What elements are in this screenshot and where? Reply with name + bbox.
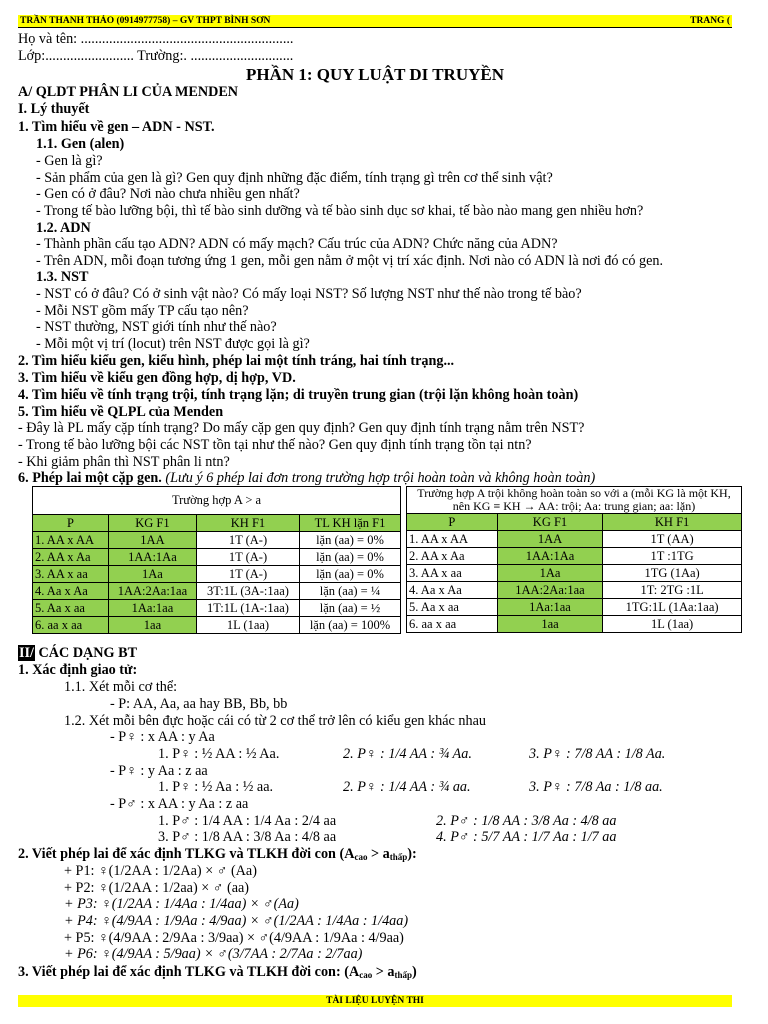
table-cell: 4. Aa x Aa — [33, 583, 109, 600]
table-row — [33, 583, 401, 600]
table-cell: 1AA — [497, 531, 602, 548]
column-header: KH F1 — [603, 514, 742, 531]
table-cell: lặn (aa) = ¼ — [299, 583, 400, 600]
topic-1-2-heading: 1.2. ADN — [36, 220, 91, 236]
table-cell: 1Aa — [108, 566, 196, 583]
table-cell: 1L (1aa) — [197, 617, 300, 634]
section-a-heading: A/ QLDT PHÂN LI CỦA MENDEN — [18, 84, 239, 100]
table-cell: 1T :1TG — [603, 548, 742, 565]
exercise-item: 4. P♂ : 5/7 AA : 1/7 Aa : 1/7 aa — [436, 829, 617, 845]
table-cell: 3. AA x aa — [407, 565, 498, 582]
section-ii-title: CÁC DẠNG BT — [34, 645, 138, 661]
question-line: - Thành phần cấu tạo ADN? ADN có mấy mạch? Cấu trúc của ADN? Chức năng của ADN? — [36, 236, 558, 252]
column-header: KH F1 — [197, 515, 300, 532]
name-line: Họ và tên: ............................................................ — [18, 31, 294, 47]
table-cell: lặn (aa) = 0% — [299, 549, 400, 566]
exercise-2-heading — [18, 846, 417, 862]
table-cell: 3. AA x aa — [33, 566, 109, 583]
table-cell: 1L (1aa) — [603, 616, 742, 633]
exercise-1-1: 1.1. Xét mỗi cơ thể: — [64, 679, 178, 695]
exercise-item: 1. P♀ : ½ Aa : ½ aa. — [158, 779, 274, 795]
table-dominant-complete — [32, 486, 401, 634]
table-cell: 1TG:1L (1Aa:1aa) — [603, 599, 742, 616]
table-header-row — [407, 514, 742, 531]
question-line: - Khi giảm phân thì NST phân li ntn? — [18, 454, 230, 470]
table-cell: 1AA:2Aa:1aa — [108, 583, 196, 600]
table-cell: lặn (aa) = 100% — [299, 617, 400, 634]
column-header: KG F1 — [497, 514, 602, 531]
table-cell: lặn (aa) = 0% — [299, 566, 400, 583]
question-line: - NST thường, NST giới tính như thế nào? — [36, 319, 277, 335]
section-i-heading: I. Lý thuyết — [18, 101, 90, 117]
question-line: - Gen là gì? — [36, 153, 103, 169]
topic-1-3-heading: 1.3. NST — [36, 269, 89, 285]
table-cell: 1T (A-) — [197, 532, 300, 549]
question-line: - Trên ADN, mỗi đoạn tương ứng 1 gen, mỗi gen nằm ở một vị trí xác định. Nơi nào có ADN là nơi đó có gen. — [36, 253, 664, 269]
class-line: Lớp:......................... Trường:. ............................. — [18, 48, 294, 64]
table-row — [407, 616, 742, 633]
exercise-1-heading: 1. Xác định giao tử: — [18, 662, 138, 678]
exercise-item: 1. P♂ : 1/4 AA : 1/4 Aa : 2/4 aa — [158, 813, 337, 829]
table-cell: lặn (aa) = 0% — [299, 532, 400, 549]
exercise-item: 3. P♀ : 7/8 Aa : 1/8 aa. — [529, 779, 663, 795]
table-cell: 1AA:1Aa — [497, 548, 602, 565]
table-cell: 1Aa:1aa — [108, 600, 196, 617]
page-header — [18, 15, 732, 28]
table-cell: 1. AA x AA — [33, 532, 109, 549]
header-page: TRANG ( — [690, 16, 730, 26]
table-cell: 1TG (1Aa) — [603, 565, 742, 582]
exercise-3-text: > a — [372, 964, 395, 980]
exercise-line: - P: AA, Aa, aa hay BB, Bb, bb — [110, 696, 288, 712]
cross-item: + P1: ♀(1/2AA : 1/2Aa) × ♂ (Aa) — [64, 863, 257, 879]
table-cell: 3T:1L (3A-:1aa) — [197, 583, 300, 600]
topic-2-heading: 2. Tìm hiểu kiểu gen, kiểu hình, phép lai một tính tráng, hai tính trạng... — [18, 353, 455, 369]
question-line: - Trong tế bào lưỡng bội các NST tồn tại như thế nào? Gen quy định tính trạng tồn tại ntn? — [18, 437, 532, 453]
subscript: cao — [354, 852, 368, 862]
section-ii-heading — [18, 645, 137, 661]
table-cell: lặn (aa) = ½ — [299, 600, 400, 617]
table-cell: 6. aa x aa — [33, 617, 109, 634]
topic-4-heading: 4. Tìm hiểu về tính trạng trội, tính trạng lặn; di truyền trung gian (trội lặn không hoàn toàn) — [18, 387, 579, 403]
exercise-item: 2. P♀ : 1/4 AA : ¾ aa. — [343, 779, 471, 795]
table-cell: 1T:1L (1A-:1aa) — [197, 600, 300, 617]
exercise-line: - P♂ : x AA : y Aa : z aa — [110, 796, 249, 812]
table-row — [407, 548, 742, 565]
column-header: P — [33, 515, 109, 532]
table-cell: 1T (A-) — [197, 549, 300, 566]
table-cell: 5. Aa x aa — [33, 600, 109, 617]
exercise-item: 1. P♀ : ½ AA : ½ Aa. — [158, 746, 280, 762]
page-footer: TÀI LIỆU LUYỆN THI — [18, 995, 732, 1007]
question-line: - Sản phẩm của gen là gì? Gen quy định những đặc điểm, tính trạng gì trên cơ thể sinh vật? — [36, 170, 553, 186]
table-cell: 1T (AA) — [603, 531, 742, 548]
table-cell: 5. Aa x aa — [407, 599, 498, 616]
header-author: TRẦN THANH THẢO (0914977758) – GV THPT BÌNH SƠN — [20, 16, 271, 26]
table-row — [407, 599, 742, 616]
table-cell: 1Aa:1aa — [497, 599, 602, 616]
cross-item: + P5: ♀(4/9AA : 2/9Aa : 3/9aa) × ♂(4/9AA : 1/9Aa : 4/9aa) — [64, 930, 404, 946]
exercise-line: - P♀ : y Aa : z aa — [110, 763, 208, 779]
topic-1-1-heading: 1.1. Gen (alen) — [36, 136, 125, 152]
table-cell: 1aa — [108, 617, 196, 634]
question-line: - Mỗi NST gồm mấy TP cấu tạo nên? — [36, 303, 249, 319]
exercise-item: 2. P♀ : 1/4 AA : ¾ Aa. — [343, 746, 472, 762]
table-cell: 2. AA x Aa — [407, 548, 498, 565]
table-cell: 1T (A-) — [197, 566, 300, 583]
table-cell: 1AA:1Aa — [108, 549, 196, 566]
page-title: PHẦN 1: QUY LUẬT DI TRUYỀN — [245, 65, 504, 84]
cross-item: + P4: ♀(4/9AA : 1/9Aa : 4/9aa) × ♂(1/2AA : 1/4Aa : 1/4aa) — [64, 913, 409, 929]
topic-5-heading: 5. Tìm hiểu về QLPL của Menden — [18, 404, 224, 420]
table-cell: 4. Aa x Aa — [407, 582, 498, 599]
exercise-3-heading — [18, 964, 417, 980]
topic-1-heading: 1. Tìm hiểu về gen – ADN - NST. — [18, 119, 215, 135]
table-row — [33, 549, 401, 566]
cross-item: + P6: ♀(4/9AA : 5/9aa) × ♂(3/7AA : 2/7Aa : 2/7aa) — [64, 946, 363, 962]
exercise-3-text: ) — [412, 964, 417, 980]
table-incomplete-dominance — [406, 486, 742, 633]
exercise-2-text: > a — [367, 846, 390, 862]
question-line: - Mỗi một vị trí (locut) trên NST được gọi là gì? — [36, 336, 310, 352]
table-row — [407, 531, 742, 548]
table-row — [33, 600, 401, 617]
exercise-item: 3. P♂ : 1/8 AA : 3/8 Aa : 4/8 aa — [158, 829, 337, 845]
table-cell: 1. AA x AA — [407, 531, 498, 548]
table-row — [33, 532, 401, 549]
question-line: - Gen có ở đâu? Nơi nào chưa nhiều gen nhất? — [36, 186, 300, 202]
table-header-row — [33, 515, 401, 532]
topic-6-note: (Lưu ý 6 phép lai đơn trong trường hợp trội hoàn toàn và không hoàn toàn) — [165, 470, 596, 486]
topic-3-heading: 3. Tìm hiểu về kiểu gen đồng hợp, dị hợp, VD. — [18, 370, 296, 386]
table-cell: 1T: 2TG :1L — [603, 582, 742, 599]
subscript: cao — [359, 970, 373, 980]
section-ii-marker: II/ — [19, 645, 34, 661]
question-line: - NST có ở đâu? Có ở sinh vật nào? Có mấy loại NST? Số lượng NST như thế nào trong tế bào? — [36, 286, 582, 302]
column-header: KG F1 — [108, 515, 196, 532]
question-line: - Trong tế bào lưỡng bội, thì tế bào sinh dưỡng và tế bào sinh dục sơ khai, tế bào nào mang gen nhiều hơn? — [36, 203, 644, 219]
topic-6-heading — [18, 470, 595, 486]
subscript: thấp — [389, 852, 408, 862]
exercise-3-text: 3. Viết phép lai để xác định TLKG và TLKH đời con: (A — [18, 964, 360, 980]
table-caption: Trường hợp A > a — [33, 487, 401, 515]
question-line: - Đây là PL mấy cặp tính trạng? Do mấy cặp gen quy định? Gen quy định tính trạng nằm trên NST? — [18, 420, 585, 436]
table-cell: 1aa — [497, 616, 602, 633]
table-row — [33, 566, 401, 583]
exercise-item: 3. P♀ : 7/8 AA : 1/8 Aa. — [529, 746, 666, 762]
cross-item: + P3: ♀(1/2AA : 1/4Aa : 1/4aa) × ♂(Aa) — [64, 896, 299, 912]
table-caption — [407, 487, 742, 514]
table-row — [33, 617, 401, 634]
exercise-line: - P♀ : x AA : y Aa — [110, 729, 215, 745]
table-row — [407, 565, 742, 582]
table-caption-line: nên KG ≡ KH → AA: trội; Aa: trung gian; aa: lặn) — [452, 499, 696, 513]
table-caption-line: Trường hợp A trội không hoàn toàn so với a (mỗi KG là một KH, — [417, 486, 731, 500]
table-cell: 6. aa x aa — [407, 616, 498, 633]
table-cell: 1AA — [108, 532, 196, 549]
column-header: P — [407, 514, 498, 531]
topic-6-title: 6. Phép lai một cặp gen. — [18, 470, 162, 486]
table-cell: 1AA:2Aa:1aa — [497, 582, 602, 599]
exercise-1-2: 1.2. Xét mỗi bên đực hoặc cái có từ 2 cơ thể trở lên có kiểu gen khác nhau — [64, 713, 486, 729]
exercise-item: 2. P♂ : 1/8 AA : 3/8 Aa : 4/8 aa — [436, 813, 617, 829]
column-header: TL KH lặn F1 — [299, 515, 400, 532]
cross-item: + P2: ♀(1/2AA : 1/2aa) × ♂ (aa) — [64, 880, 250, 896]
table-cell: 2. AA x Aa — [33, 549, 109, 566]
table-row — [407, 582, 742, 599]
exercise-2-text: 2. Viết phép lai để xác định TLKG và TLKH đời con (A — [18, 846, 355, 862]
subscript: thấp — [394, 970, 412, 980]
table-cell: 1Aa — [497, 565, 602, 582]
exercise-2-text: ): — [407, 846, 417, 862]
